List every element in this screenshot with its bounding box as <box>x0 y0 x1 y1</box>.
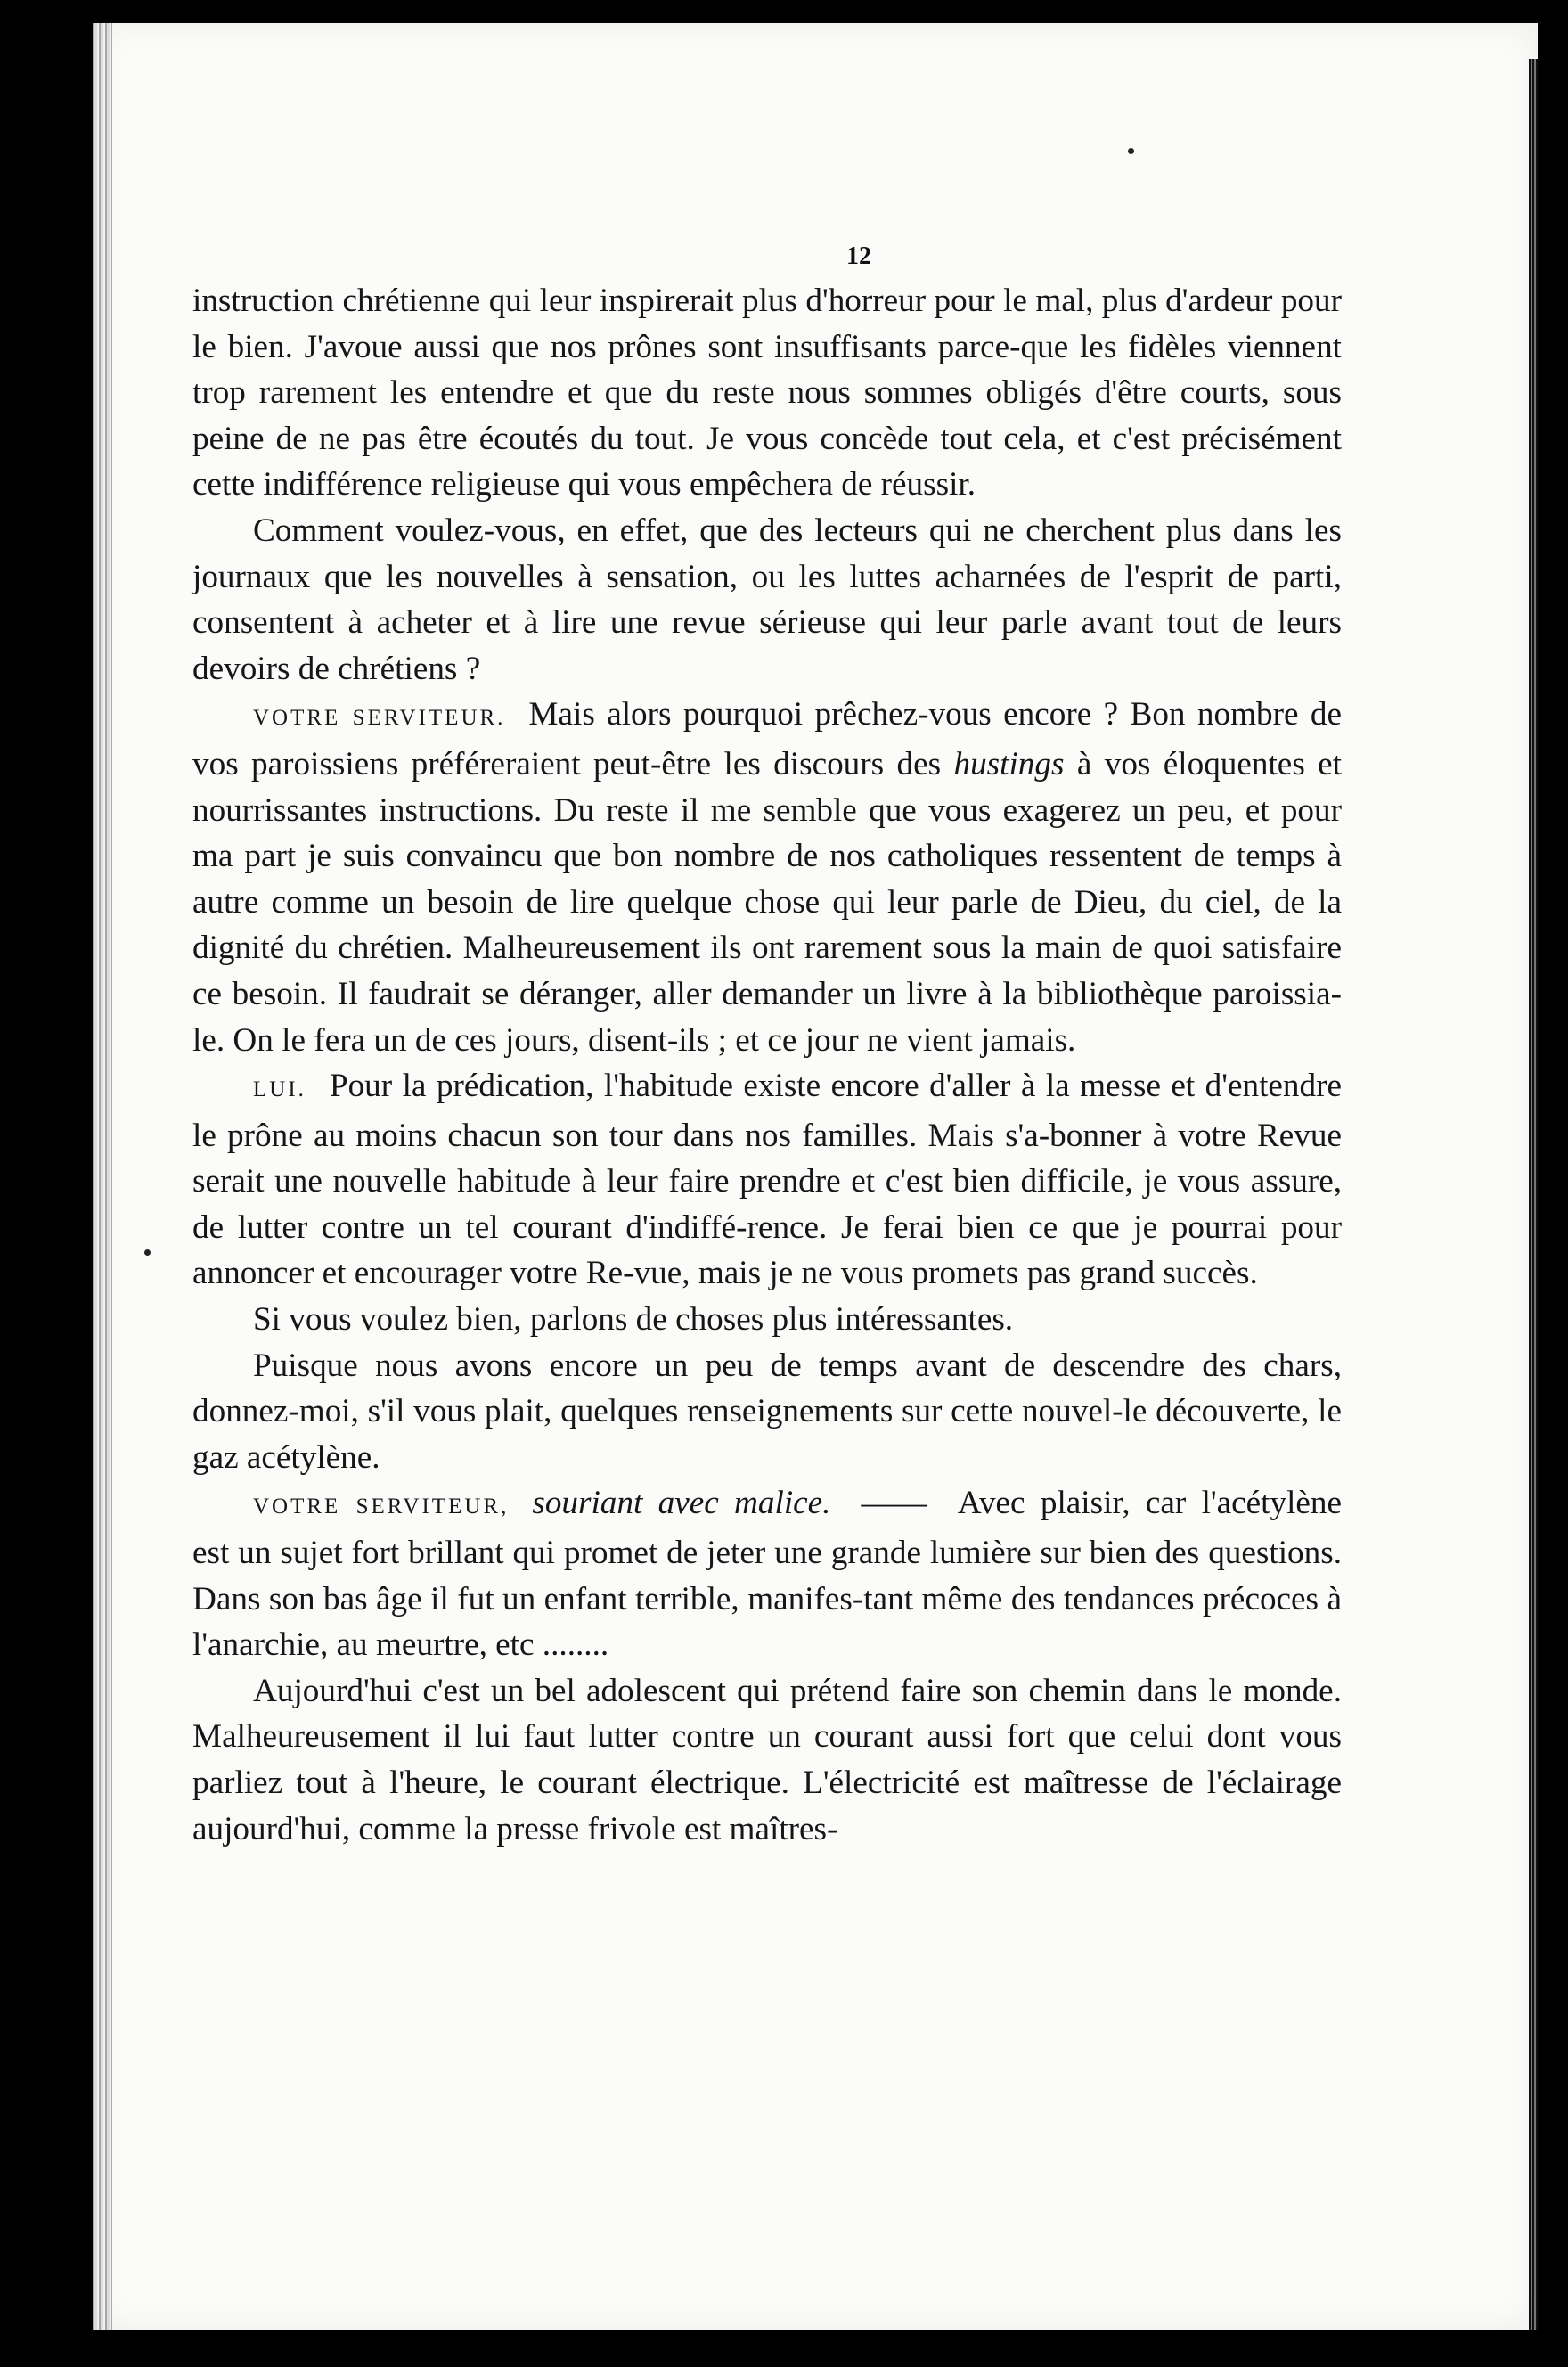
dialogue-paragraph <box>192 1063 1342 1297</box>
speaker-label: LUI. <box>253 1077 306 1102</box>
paragraph: Aujourd'hui c'est un bel adolescent qui prétend faire son chemin dans le monde. Malheureusement il lui faut lutter contre un courant aussi fort que celui dont vous parliez tout à l'heure, le courant électrique. L'électricité est maîtresse de l'éclairage aujourd'hui, comme la presse frivole est maîtres- <box>192 1672 1342 1847</box>
speaker-label: VOTRE SERVITEUR. <box>253 706 506 731</box>
dialogue-paragraph <box>192 1480 1342 1667</box>
paragraph: Si vous voulez bien, parlons de choses plus intéressantes. <box>253 1301 1014 1339</box>
paragraph: Puisque nous avons encore un peu de temps avant de descendre des chars, donnez-moi, s'il vous plait, quelques renseignements sur cette nouvel-le découverte, le gaz acétylène. <box>192 1347 1342 1476</box>
stage-direction: souriant avec malice. <box>532 1485 831 1522</box>
paragraph: Comment voulez-vous, en effet, que des lecteurs qui ne cherchent plus dans les journaux que les nouvelles à sensation, ou les luttes acharnées de l'esprit de parti, consentent à acheter et à lire une revue sérieuse qui leur parle avant tout de leurs devoirs de chrétiens ? <box>192 512 1342 687</box>
page-number: 12 <box>846 242 871 270</box>
emphasized-word: hustings <box>953 745 1065 782</box>
paragraph: instruction chrétienne qui leur inspirerait plus d'horreur pour le mal, plus d'ardeur pour le bien. J'avoue aussi que nos prônes sont insuffisants parce-que les fidèles viennent trop rarement les entendre et que du reste nous sommes obligés d'être courts, sous peine de ne pas être écoutés du tout. Je vous concède tout cela, et c'est précisément cette indifférence religieuse qui vous empêchera de réussir. <box>192 283 1342 504</box>
dialogue-text: Mais alors pourquoi prêchez-vous encore ? Bon nombre de vos paroissiens préféreraient peut-être les discours des <box>192 696 1342 782</box>
binding-gutter <box>93 23 112 2330</box>
page-edge <box>1529 59 1538 2330</box>
dialogue-text: à vos éloquentes et nourrissantes instructions. Du reste il me semble que vous exagerez un peu, et pour ma part je suis convaincu que bon nombre de nos catholiques ressentent de temps à autre comme un besoin de lire quelque chose qui leur parle de Dieu, du ciel, de la dignité du chrétien. Malheureusement ils ont rarement sous la main de quoi satisfaire ce besoin. Il faudrait se déranger, aller demander un livre à la bibliothèque paroissia-le. On le fera un de ces jours, disent-ils ; et ce jour ne vient jamais. <box>192 745 1343 1059</box>
ink-speck <box>1128 148 1134 154</box>
em-dash: —— <box>861 1485 927 1522</box>
dialogue-text: Pour la prédication, l'habitude existe encore d'aller à la messe et d'entendre le prône au moins chacun son tour dans nos familles. Mais s'a-bonner à votre Revue serait une nouvelle habitude à leur faire prendre et c'est bien difficile, je vous assure, de lutter contre un tel courant d'indiffé-rence. Je ferai bien ce que je pourrai pour annoncer et encourager votre Re-vue, mais je ne vous promets pas grand succès. <box>192 1068 1342 1292</box>
dialogue-paragraph <box>192 692 1342 1063</box>
body-text <box>192 278 1342 1852</box>
speaker-label: VOTRE SERVITEUR, <box>253 1495 510 1519</box>
ink-speck <box>144 1249 151 1256</box>
dialogue-text: Avec plaisir, car l'acétylène est un sujet fort brillant qui promet de jeter une grande lumière sur bien des questions. Dans son bas âge il fut un enfant terrible, manifes-tant même des tendances précoces à l'anarchie, au meurtre, etc ........ <box>192 1485 1343 1664</box>
